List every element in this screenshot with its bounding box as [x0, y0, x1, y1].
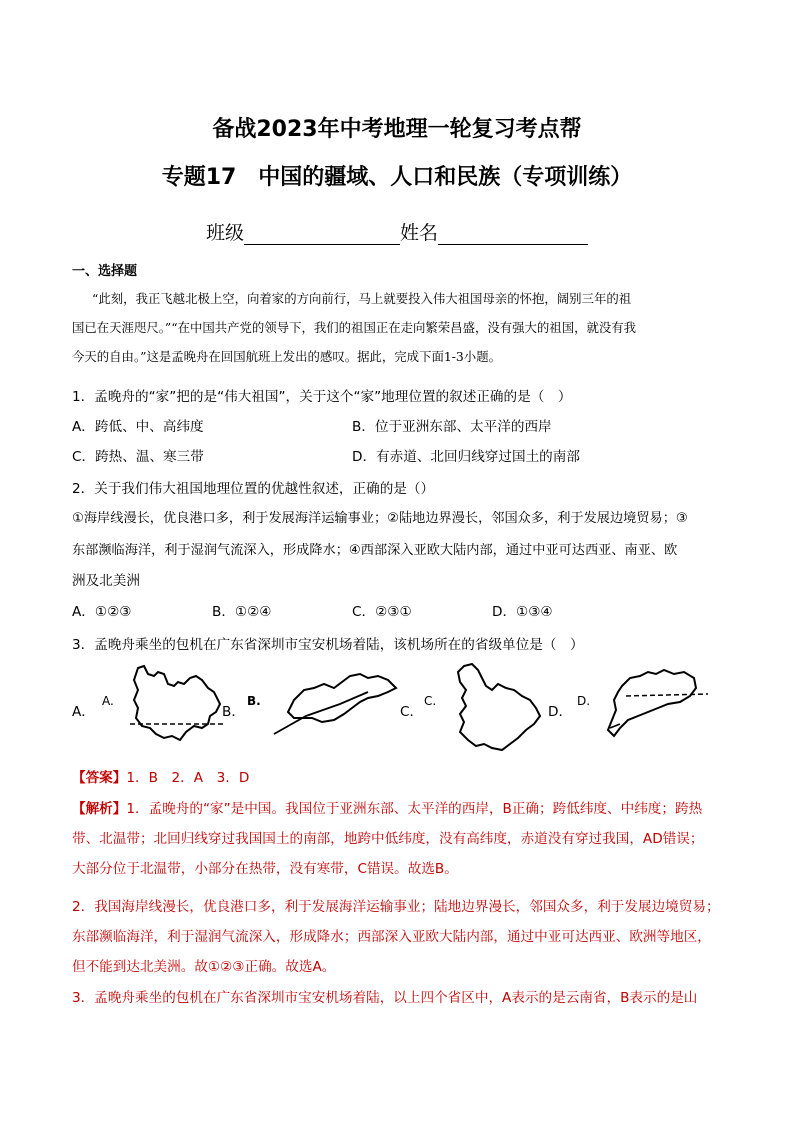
- q3-option-b: B．: [222, 704, 245, 720]
- name-label: 姓名: [400, 222, 439, 244]
- section-heading: 一、选择题: [72, 264, 138, 279]
- shandong-map-outline: [268, 666, 404, 740]
- analysis-q1-line-2: 带、北温带；北回归线穿过我国国土的南部，地跨中低纬度，没有高纬度，赤道没有穿过我国，AD错误；: [72, 831, 704, 847]
- analysis-label: 【解析】: [72, 801, 127, 817]
- document-subtitle: 专题17 中国的疆域、人口和民族（专项训练）: [161, 165, 633, 190]
- passage-line-3: 今天的自由。”这是孟晚舟在回国航班上发出的感叹。据此，完成下面1-3小题。: [72, 349, 501, 364]
- answer-text: 1．B 2．A 3．D: [126, 770, 250, 786]
- q2-option-d: D．①③④: [492, 604, 553, 620]
- yunnan-map-outline: [124, 662, 228, 744]
- passage-line-2: 国已在天涯咫尺。”“在中国共产党的领导下，我们的祖国正在走向繁荣昌盛，没有强大的祖国，就没有我: [72, 320, 637, 335]
- analysis-q1-line-1: 1．孟晚舟的“家”是中国。我国位于亚洲东部、太平洋的西岸，B正确；跨低纬度、中纬度；跨热: [126, 801, 703, 817]
- document-title: 备战2023年中考地理一轮复习考点帮: [212, 117, 582, 142]
- analysis-q1-line-3: 大部分位于北温带，小部分在热带，没有寒带，C错误。故选B。: [72, 861, 458, 877]
- q3-option-a: A．: [72, 704, 95, 720]
- class-name-line: [0, 218, 794, 245]
- name-blank[interactable]: [438, 224, 588, 245]
- q3-option-c: C．: [400, 704, 424, 720]
- answer-label: 【答案】: [72, 770, 127, 786]
- q3-stem: 3．孟晚舟乘坐的包机在广东省深圳市宝安机场着陆，该机场所在的省级单位是（ ）: [72, 637, 584, 653]
- q2-statement-1: ①海岸线漫长，优良港口多，利于发展海洋运输事业；②陆地边界漫长，邻国众多，利于发展边境贸易；③: [72, 511, 688, 526]
- analysis-q2-line-1: 2．我国海岸线漫长，优良港口多，利于发展海洋运输事业；陆地边界漫长，邻国众多，利于发展边境贸易；: [72, 899, 720, 915]
- answer-line: [72, 766, 727, 786]
- class-label: 班级: [205, 222, 244, 244]
- q3-map-d-label: D.: [577, 694, 591, 708]
- passage-line-1: “此刻，我正飞越北极上空，向着家的方向前行，马上就要投入伟大祖国母亲的怀抱，阔别三年的祖: [92, 291, 632, 306]
- q3-map-b-label: B.: [247, 694, 261, 708]
- class-blank[interactable]: [244, 224, 400, 245]
- q2-statement-3: 洲及北美洲: [72, 573, 140, 589]
- analysis-q3-line-1: 3．孟晚舟乘坐的包机在广东省深圳市宝安机场着陆，以上四个省区中，A表示的是云南省，B表示的是山: [72, 990, 698, 1006]
- guangdong-map-outline: [600, 664, 712, 744]
- q2-option-a: A．①②③: [72, 604, 132, 620]
- q2-option-c: C．②③①: [352, 604, 412, 620]
- analysis-line-1: [72, 797, 727, 817]
- q1-stem: 1．孟晚舟的“家”把的是“伟大祖国”，关于这个“家”地理位置的叙述正确的是（ ）: [72, 389, 572, 405]
- heilongjiang-map-outline: [446, 660, 548, 756]
- q2-option-b: B．①②④: [212, 604, 272, 620]
- q1-option-c: C．跨热、温、寒三带: [72, 449, 204, 465]
- q3-option-d: D．: [548, 704, 573, 720]
- q1-option-b: B．位于亚洲东部、太平洋的西岸: [352, 419, 552, 435]
- q3-map-c-label: C.: [424, 694, 437, 708]
- analysis-q2-line-2: 东部濒临海洋，利于湿润气流深入，形成降水；西部深入亚欧大陆内部，通过中亚可达西亚、欧洲等地区，: [72, 929, 711, 945]
- q3-map-a-label: A.: [102, 694, 114, 708]
- q2-statement-2: 东部濒临海洋，利于湿润气流深入，形成降水；④西部深入亚欧大陆内部，通过中亚可达西亚、南亚、欧: [72, 543, 678, 558]
- q1-option-d: D．有赤道、北回归线穿过国土的南部: [352, 449, 580, 465]
- q2-stem: 2．关于我们伟大祖国地理位置的优越性叙述，正确的是（）: [72, 481, 435, 497]
- analysis-q2-line-3: 但不能到达北美洲。故①②③正确。故选A。: [72, 959, 336, 975]
- q1-option-a: A．跨低、中、高纬度: [72, 419, 204, 435]
